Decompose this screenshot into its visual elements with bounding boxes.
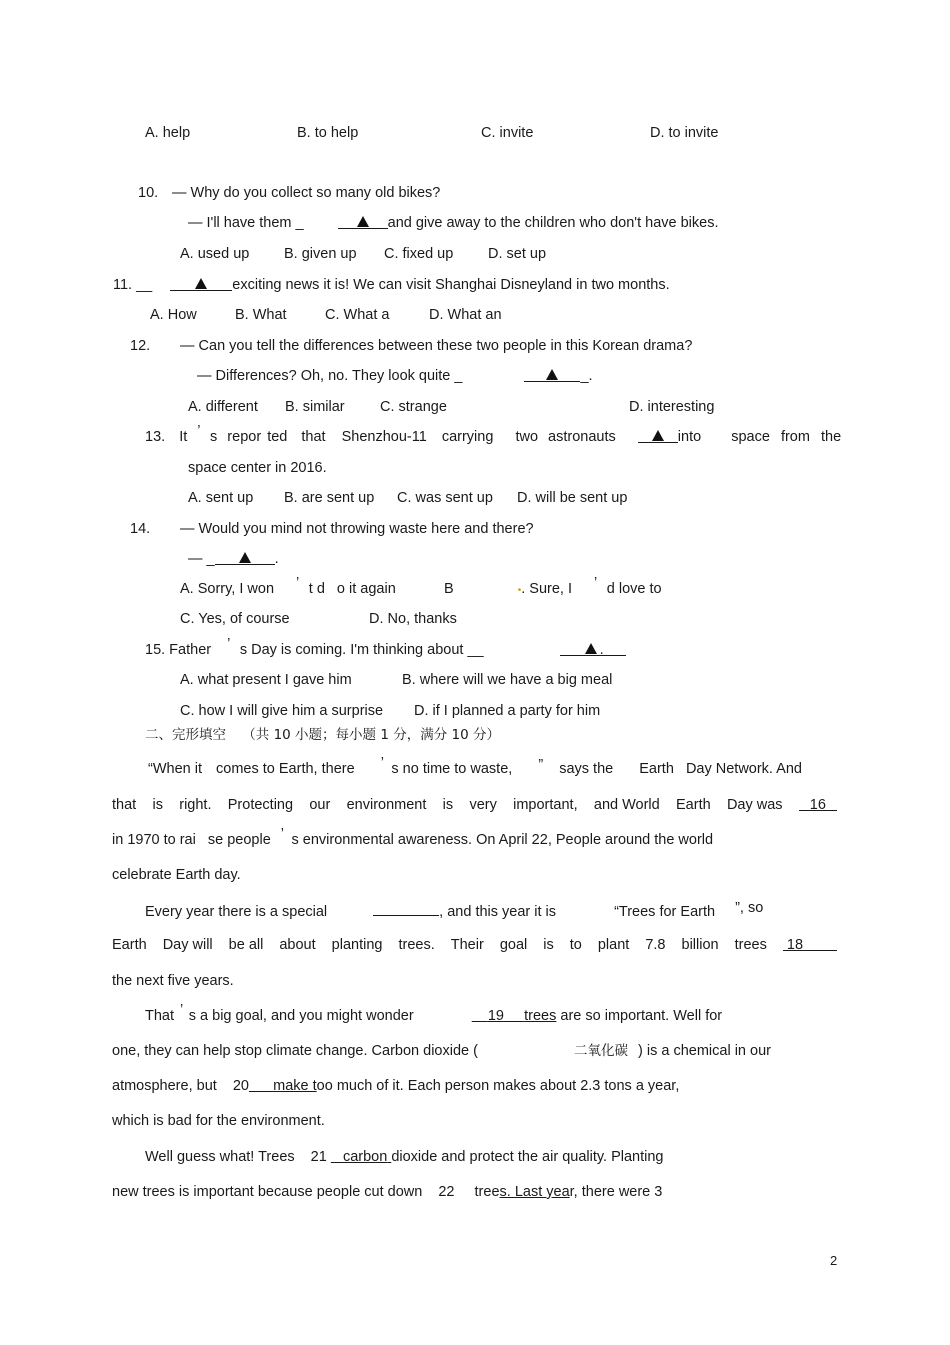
passage-p3-line-1 [145,1002,723,1025]
q13-word: the [820,429,842,445]
passage-text: “Trees for Earth [614,904,716,920]
q12-answer-start: — Differences? Oh, no. They look quite _ [197,368,463,384]
q14-option-d: D. No, thanks [369,611,457,627]
passage-text: Day was [726,797,783,813]
q10-option-d: D. set up [488,246,547,262]
q9-option-d: D. to invite [650,125,719,141]
triangle-icon [195,278,207,289]
q10-answer-end: and give away to the children who don't have bikes. [387,215,719,231]
passage-text: se people [207,832,271,848]
q13-word: two [515,429,539,445]
passage-text: very [469,797,497,813]
passage-p1-line-2 [112,796,837,814]
passage-text: to [569,937,582,953]
q15-option-b: B. where will we have a big meal [402,672,613,688]
blank-20 [249,1078,317,1094]
q14-option-b-text: . Sure, I [521,581,572,597]
section-heading [145,726,500,744]
passage-text: , and this year it is [439,904,557,920]
q9-option-a: A. help [145,125,191,141]
blank-number-20: 20 [232,1078,249,1094]
q14-option-a-text: t d [308,581,325,597]
q13-word: carrying [441,429,494,445]
q10-option-c: C. fixed up [384,246,454,262]
q13-word: space [731,429,770,445]
passage-p4-line-2 [112,1183,662,1201]
q14-option-c: C. Yes, of course [180,611,290,627]
passage-p2-line-2 [112,936,837,954]
passage-p2-line-1 [145,901,763,921]
q13-word: ted [267,429,288,445]
blank-18 [783,936,837,951]
q13-line-1 [145,423,842,446]
triangle-icon [585,643,597,654]
passage-p1-line-1 [148,755,802,778]
dot-mark: • [517,585,522,596]
passage-p1-line-3 [112,826,714,849]
q13-option-c: C. was sent up [397,490,493,506]
q14-option-b-letter: B [444,581,454,597]
blank-21 [331,1149,391,1165]
passage-text: is [442,797,454,813]
q13-line-2: space center in 2016. [188,460,327,476]
passage-text: Day will [162,937,213,953]
passage-text: Protecting [227,797,294,813]
q13-word: It [179,429,188,445]
blank-17 [373,901,439,916]
passage-text: 7.8 [645,937,666,953]
q14-option-b [444,575,662,600]
passage-apostrophe: ’ [380,755,384,771]
q14-answer-start: — _ [188,551,215,567]
q12-option-b: B. similar [285,399,345,415]
passage-text: says the [559,761,614,777]
passage-p3-line-4: which is bad for the environment. [112,1113,325,1129]
q15-text: s Day is coming. I'm thinking about __ [239,642,484,658]
passage-text: and World [593,797,660,813]
passage-text: Earth [676,797,711,813]
q11-line [113,276,670,294]
q13-word: from [780,429,810,445]
passage-apostrophe: ’ [280,826,284,842]
section-title: 二、完形填空 [145,727,226,743]
passage-text: atmosphere, but [112,1078,217,1094]
q15-period: . [599,642,604,658]
passage-text: dioxide and protect the air quality. Planting [391,1149,664,1165]
passage-text: that [112,797,137,813]
passage-text: plant [597,937,630,953]
passage-text: tree [474,1184,500,1200]
passage-text: r, there were 3 [569,1184,663,1200]
q15-blank [560,641,626,656]
passage-text: That [145,1008,175,1024]
passage-p3-line-2 [112,1042,771,1060]
triangle-icon [652,430,664,441]
passage-text: Earth [639,761,674,777]
blank-number: 18 [786,937,804,953]
passage-text: s a big goal, and you might wonder [188,1008,414,1024]
passage-text: trees [734,937,767,953]
q14-answer-line [188,550,279,568]
q14-option-a-apostrophe: ’ [296,575,299,591]
q12-option-d: D. interesting [629,399,715,415]
q12-answer-line [197,367,593,385]
q13-word: into [677,429,702,445]
passage-text: planting [331,937,383,953]
passage-text: Every year there is a special [145,904,328,920]
passage-p3-line-3 [112,1077,679,1095]
q15-line [145,636,626,659]
passage-text: comes to Earth, there [216,761,355,777]
blank-19 [472,1008,557,1024]
q14-blank [215,550,275,565]
triangle-icon [546,369,558,380]
q12-answer-end: _. [580,368,593,384]
passage-text: ”, so [735,900,764,916]
q13-option-b: B. are sent up [284,490,375,506]
page-number: 2 [830,1253,838,1268]
passage-text: about [279,937,316,953]
q11-text: exciting news it is! We can visit Shanghai Disneyland in two months. [232,277,670,293]
passage-text: Well guess what! Trees [145,1149,295,1165]
q13-word: astronauts [548,429,616,445]
passage-text: trees [524,1008,557,1024]
passage-text: important, [513,797,578,813]
triangle-icon [357,216,369,227]
q10-option-a: A. used up [180,246,250,262]
passage-text: our [309,797,331,813]
q14-option-b-text: d love to [606,581,662,597]
passage-text: Day Network. And [685,761,802,777]
passage-text: are so important. Well for [560,1008,723,1024]
q14-answer-end: . [274,551,279,567]
q13-word: repor [227,429,262,445]
blank-number: 16 [809,797,826,813]
q12-number: 12. [130,338,151,354]
q9-option-b: B. to help [297,125,359,141]
q13-number: 13. [145,429,166,445]
passage-text: carbon [342,1149,388,1165]
triangle-icon [239,552,251,563]
q10-number: 10. [138,185,159,201]
passage-p2-line-3: the next five years. [112,973,234,989]
section-detail: （共 10 小题；每小题 1 分，满分 10 分） [242,727,500,743]
passage-chinese: 二氧化碳 [573,1043,628,1059]
q14-question: — Would you mind not throwing waste here and there? [180,521,534,537]
q15-option-d: D. if I planned a party for him [414,703,601,719]
q14-number: 14. [130,521,151,537]
passage-text: Their [450,937,484,953]
q13-option-d: D. will be sent up [517,490,628,506]
passage-text: ) is a chemical in our [638,1043,771,1059]
passage-text: make t [273,1078,317,1094]
q12-blank [524,367,580,382]
q13-word: s [210,429,218,445]
passage-p4-line-1 [145,1148,664,1166]
passage-text: right. [179,797,212,813]
passage-text: trees. [398,937,435,953]
passage-text: oo much of it. Each person makes about 2.3 tons a year, [316,1078,680,1094]
q11-option-b: B. What [235,307,287,323]
q11-blank [170,276,232,291]
q13-option-a: A. sent up [188,490,254,506]
blank-16 [799,796,837,811]
q14-option-a [180,575,396,598]
q13-word: that [301,429,326,445]
passage-text: s no time to waste, [391,761,513,777]
q12-option-c: C. strange [380,399,447,415]
blank-number: 19 [487,1008,504,1024]
blank-22: s. Last yea [499,1184,570,1200]
q14-option-b-apostrophe: ’ [594,575,597,591]
blank-number-22: 22 [438,1184,455,1200]
q12-option-a: A. different [188,399,258,415]
passage-text: in 1970 to rai [112,832,196,848]
passage-text: environment [346,797,427,813]
passage-text: s environmental awareness. On April 22, People around the world [291,832,714,848]
blank-number-21: 21 [310,1149,327,1165]
q10-option-b: B. given up [284,246,357,262]
q12-question: — Can you tell the differences between these two people in this Korean drama? [180,338,693,354]
q13-word: Shenzhou-11 [341,429,427,445]
q15-apostrophe: ’ [227,636,230,652]
q9-option-c: C. invite [481,125,534,141]
q15-option-c: C. how I will give him a surprise [180,703,384,719]
passage-text: “When it [148,761,202,777]
q10-question: — Why do you collect so many old bikes? [172,185,441,201]
q14-option-a-text: A. Sorry, I won [180,581,275,597]
passage-text: goal [499,937,528,953]
q11-number: 11. __ [113,277,153,293]
passage-text: is [152,797,163,813]
passage-apostrophe: ’ [180,1002,183,1018]
q10-answer-line [188,214,718,232]
q13-blank [638,428,678,443]
q11-option-a: A. How [150,307,197,323]
q11-option-c: C. What a [325,307,390,323]
q11-option-d: D. What an [429,307,502,323]
q10-answer-start: — I'll have them _ [188,215,304,231]
q15-option-a: A. what present I gave him [180,672,352,688]
passage-text: Earth [112,937,147,953]
passage-quote: ” [538,757,544,773]
q14-option-a-text: o it again [336,581,396,597]
passage-text: be all [228,937,264,953]
passage-text: billion [681,937,719,953]
passage-text: new trees is important because people cut down [112,1184,423,1200]
passage-text: one, they can help stop climate change. Carbon dioxide ( [112,1043,478,1059]
passage-p1-line-4: celebrate Earth day. [112,867,241,883]
q15-text: 15. Father [145,642,212,658]
q10-blank [338,214,388,229]
q13-apostrophe: ’ [197,423,200,439]
passage-text: is [543,937,554,953]
